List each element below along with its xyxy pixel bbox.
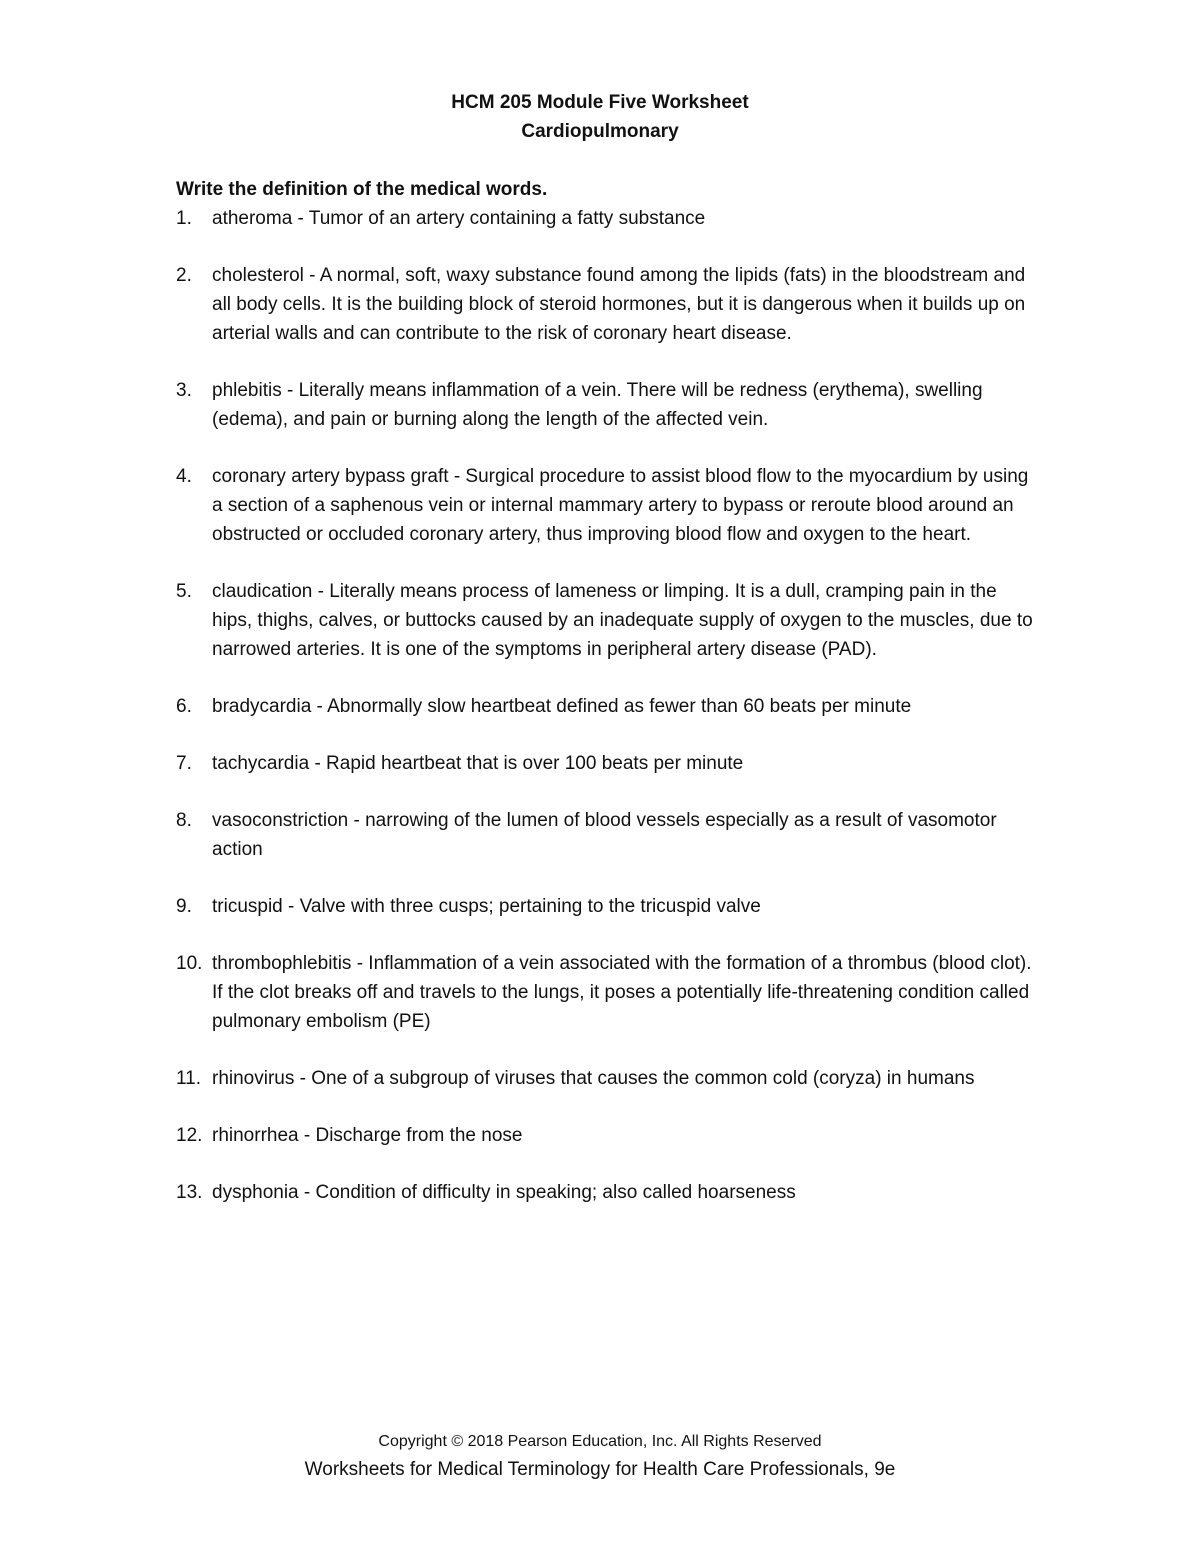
list-item [176,577,1036,664]
item-text: rhinovirus - One of a subgroup of viruses that causes the common cold (coryza) in humans [212,1068,975,1089]
list-item [176,749,1036,778]
item-number: 1. [176,208,192,229]
item-number: 2. [176,265,192,286]
instruction-heading: Write the definition of the medical words. [176,179,548,200]
item-number: 9. [176,896,192,917]
item-number: 7. [176,753,192,774]
list-item [176,692,1036,721]
item-text: tachycardia - Rapid heartbeat that is over 100 beats per minute [212,753,744,774]
item-number: 8. [176,810,192,831]
list-item [176,806,1036,864]
item-number: 3. [176,380,192,401]
list-item [176,892,1036,921]
item-number: 10. [176,953,203,974]
item-text: atheroma - Tumor of an artery containing a fatty substance [212,208,706,229]
item-text: coronary artery bypass graft - Surgical procedure to assist blood flow to the myocardium by using a section of a saphenous vein or internal mammary artery to bypass or reroute blood around an obstructed or occluded coronary artery, thus improving blood flow and oxygen to the heart. [212,466,1029,545]
book-title-footer: Worksheets for Medical Terminology for Health Care Professionals, 9e [304,1459,896,1480]
item-text: phlebitis - Literally means inflammation of a vein. There will be redness (erythema), swelling (edema), and pain or burning along the length of the affected vein. [212,380,983,430]
list-item [176,204,1036,233]
item-number: 13. [176,1182,203,1203]
item-text: cholesterol - A normal, soft, waxy substance found among the lipids (fats) in the bloodstream and all body cells. It is the building block of steroid hormones, but it is dangerous when it builds up on arterial walls and can contribute to the risk of coronary heart disease. [212,265,1026,344]
item-text: tricuspid - Valve with three cusps; pertaining to the tricuspid valve [212,896,761,917]
list-item [176,261,1036,348]
item-text: thrombophlebitis - Inflammation of a vein associated with the formation of a thrombus (blood clot). If the clot breaks off and travels to the lungs, it poses a potentially life-threatening condition called pulmonary embolism (PE) [212,953,1032,1032]
item-number: 12. [176,1125,203,1146]
item-number: 6. [176,696,192,717]
copyright-footer: Copyright © 2018 Pearson Education, Inc. All Rights Reserved [378,1433,822,1450]
item-text: claudication - Literally means process of lameness or limping. It is a dull, cramping pain in the hips, thighs, calves, or buttocks caused by an inadequate supply of oxygen to the muscles, due to narrowed arteries. It is one of the symptoms in peripheral artery disease (PAD). [212,581,1033,660]
page-subtitle: Cardiopulmonary [521,121,679,142]
list-item [176,376,1036,434]
item-number: 5. [176,581,192,602]
item-text: bradycardia - Abnormally slow heartbeat defined as fewer than 60 beats per minute [212,696,912,717]
page-title: HCM 205 Module Five Worksheet [451,92,749,113]
definition-list [176,204,1036,1235]
item-text: vasoconstriction - narrowing of the lumen of blood vessels especially as a result of vasomotor action [212,810,997,860]
list-item [176,1178,1036,1207]
item-text: rhinorrhea - Discharge from the nose [212,1125,523,1146]
item-text: dysphonia - Condition of difficulty in speaking; also called hoarseness [212,1182,796,1203]
header [0,88,1200,146]
list-item [176,462,1036,549]
list-item [176,949,1036,1036]
list-item [176,1064,1036,1093]
item-number: 11. [176,1068,202,1089]
item-number: 4. [176,466,192,487]
list-item [176,1121,1036,1150]
